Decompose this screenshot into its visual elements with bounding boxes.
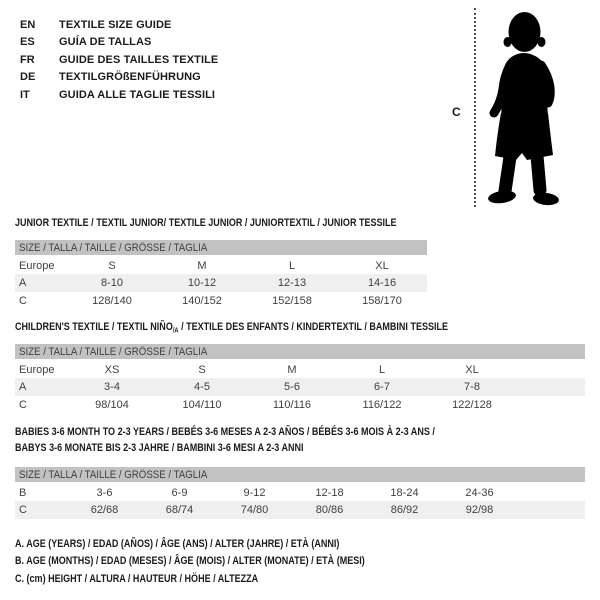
- language-code: IT: [20, 88, 30, 101]
- size-value-cell: 8-10: [67, 274, 157, 292]
- section-title-babies: [15, 424, 435, 456]
- row-label-cell: C: [19, 295, 27, 307]
- language-title: GUIDA ALLE TAGLIE TESSILI: [59, 88, 216, 101]
- section-title-children: [15, 321, 448, 338]
- table-row: [15, 483, 585, 501]
- row-label-cell: Europe: [19, 363, 55, 376]
- size-value-cell: XL: [375, 259, 389, 272]
- footnote-c: C. (cm) HEIGHT / ALTURA / HAUTEUR / HÖHE / ALTEZZA: [15, 572, 259, 585]
- title-part: CHILDREN'S TEXTILE / TEXTIL NIÑO: [15, 321, 173, 333]
- size-value-cell: S: [198, 363, 206, 376]
- size-value-cell: M: [197, 259, 207, 272]
- size-value-cell: 68/74: [142, 501, 217, 519]
- size-value-cell: 7-8: [427, 378, 517, 396]
- language-title: GUIDE DES TAILLES TEXTILE: [59, 53, 219, 66]
- size-value-cell: 104/110: [182, 399, 222, 411]
- language-code: FR: [20, 53, 35, 66]
- children-size-table: [15, 344, 585, 414]
- size-header-row: [15, 344, 585, 360]
- size-header-row: [15, 240, 427, 256]
- size-value-cell: 122/128: [452, 399, 492, 411]
- size-value-cell: 10-12: [157, 274, 247, 292]
- footnote-a: A. AGE (YEARS) / EDAD (AÑOS) / ÂGE (ANS) / ALTER (JAHRE) / ETÀ (ANNI): [15, 538, 340, 550]
- size-value-cell: L: [288, 259, 296, 272]
- size-header-cell: [15, 240, 427, 256]
- size-value-cell: 18-24: [390, 486, 419, 499]
- size-value-cell: 80/86: [292, 501, 367, 519]
- language-row: [20, 69, 218, 87]
- title-line: BABIES 3-6 MONTH TO 2-3 YEARS / BEBÉS 3-6 MESES A 2-3 AÑOS / BÉBÉS 3-6 MOIS À 2-3 ANS /: [15, 426, 435, 438]
- language-code: ES: [20, 36, 35, 49]
- baby-silhouette-icon: [487, 9, 569, 209]
- size-value-cell: S: [108, 259, 116, 272]
- table-row: [15, 274, 427, 292]
- language-title-list: [20, 16, 218, 104]
- row-label-cell: Europe: [19, 259, 55, 272]
- size-value-cell: 152/158: [272, 295, 312, 307]
- size-value-cell: 6-9: [171, 486, 188, 499]
- baby-height-figure: [440, 0, 600, 220]
- size-header-text: SIZE / TALLA / TAILLE / GRÖSSE / TAGLIA: [19, 468, 208, 481]
- row-label-cell: B: [19, 486, 27, 499]
- spacer-cell: [517, 483, 585, 501]
- row-label-cell: C: [19, 399, 27, 411]
- size-value-cell: XL: [465, 363, 479, 376]
- language-code: DE: [20, 71, 36, 84]
- section-title-junior: JUNIOR TEXTILE / TEXTIL JUNIOR/ TEXTILE JUNIOR / JUNIORTEXTIL / JUNIOR TESSILE: [15, 217, 397, 229]
- table-row: [15, 378, 585, 396]
- size-value-cell: 9-12: [243, 486, 266, 499]
- table-row: [15, 256, 427, 274]
- size-value-cell: 128/140: [92, 295, 132, 307]
- size-value-cell: 140/152: [182, 295, 222, 307]
- size-value-cell: 92/98: [442, 501, 517, 519]
- size-value-cell: 24-36: [465, 486, 494, 499]
- language-code: EN: [20, 18, 36, 31]
- language-row: [20, 16, 218, 34]
- height-measure-label: C: [452, 105, 461, 119]
- size-value-cell: M: [287, 363, 297, 376]
- title-part: / TEXTILE DES ENFANTS / KINDERTEXTIL / BAMBINI TESSILE: [178, 321, 449, 333]
- size-header-text: SIZE / TALLA / TAILLE / GRÖSSE / TAGLIA: [19, 345, 208, 358]
- height-measure-dotted-line: [474, 8, 476, 207]
- size-value-cell: 74/80: [217, 501, 292, 519]
- size-header-cell: [15, 344, 585, 360]
- size-value-cell: 6-7: [337, 378, 427, 396]
- size-value-cell: 12-18: [315, 486, 344, 499]
- language-title: TEXTILE SIZE GUIDE: [59, 18, 172, 31]
- size-value-cell: 3-6: [96, 486, 113, 499]
- size-value-cell: 98/104: [95, 399, 129, 411]
- spacer-cell: [517, 501, 585, 519]
- babies-size-table: [15, 467, 585, 519]
- size-value-cell: 110/116: [272, 399, 312, 411]
- table-row: [15, 360, 585, 378]
- spacer-cell: [517, 378, 585, 396]
- table-row: [15, 501, 585, 519]
- row-label-cell: A: [15, 378, 67, 396]
- language-row: [20, 51, 218, 69]
- size-value-cell: 5-6: [247, 378, 337, 396]
- row-label-cell: A: [15, 274, 67, 292]
- size-value-cell: 116/122: [362, 399, 402, 411]
- footnote-b: B. AGE (MONTHS) / EDAD (MESES) / ÂGE (MOIS) / ALTER (MONATE) / ETÀ (MESI): [15, 555, 365, 568]
- table-row: [15, 292, 427, 310]
- size-value-cell: 86/92: [367, 501, 442, 519]
- size-header-row: [15, 467, 585, 483]
- size-value-cell: 3-4: [67, 378, 157, 396]
- legend-footnotes: [15, 536, 442, 588]
- title-subscript: /A: [172, 327, 179, 335]
- junior-size-table: [15, 240, 427, 310]
- size-value-cell: 14-16: [337, 274, 427, 292]
- size-header-cell: [15, 467, 585, 483]
- size-value-cell: 12-13: [247, 274, 337, 292]
- row-label-cell: C: [15, 501, 67, 519]
- language-title: GUÍA DE TALLAS: [59, 36, 152, 49]
- spacer-cell: [517, 396, 585, 414]
- size-header-text: SIZE / TALLA / TAILLE / GRÖSSE / TAGLIA: [19, 241, 208, 254]
- size-value-cell: XS: [104, 363, 120, 376]
- size-value-cell: L: [378, 363, 386, 376]
- size-value-cell: 62/68: [67, 501, 142, 519]
- table-row: [15, 396, 585, 414]
- size-value-cell: 4-5: [157, 378, 247, 396]
- language-title: TEXTILGRÖßENFÜHRUNG: [59, 71, 201, 84]
- size-value-cell: 158/170: [362, 295, 402, 307]
- language-row: [20, 34, 218, 52]
- spacer-cell: [517, 360, 585, 378]
- language-row: [20, 86, 218, 104]
- title-line: BABYS 3-6 MONATE BIS 2-3 JAHRE / BAMBINI 3-6 MESI A 2-3 ANNI: [15, 442, 304, 454]
